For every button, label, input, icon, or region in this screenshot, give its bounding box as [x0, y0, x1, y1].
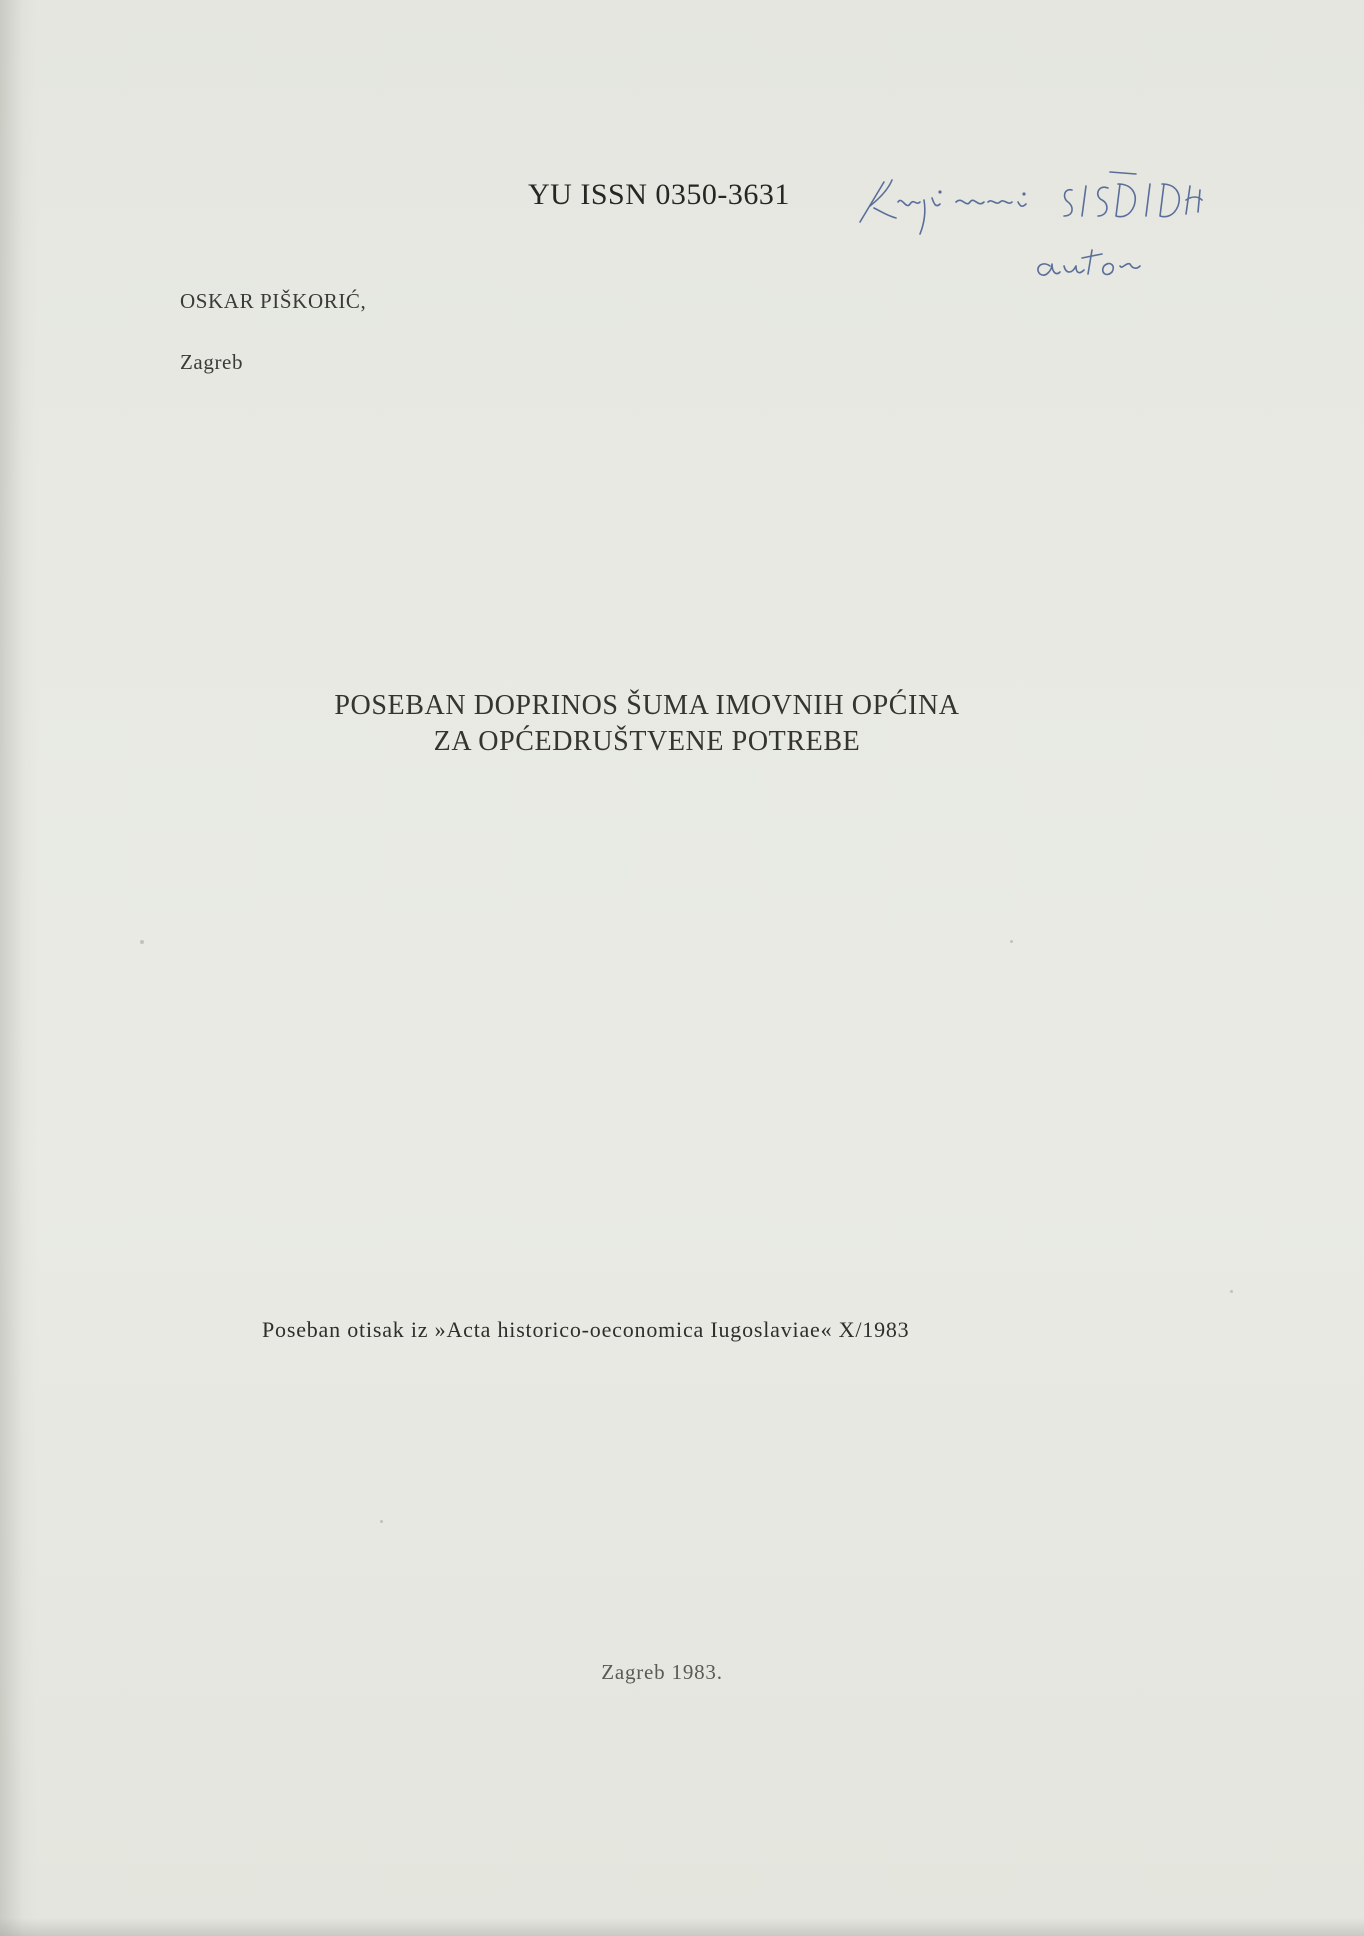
document-title-line-1: POSEBAN DOPRINOS ŠUMA IMOVNIH OPĆINA — [334, 690, 960, 721]
publication-imprint: Zagreb 1983. — [601, 1660, 723, 1684]
paper-speck — [1230, 1290, 1233, 1293]
paper-speck — [1010, 940, 1013, 943]
author-city: Zagreb — [180, 350, 244, 374]
issn-label: YU ISSN 0350-3631 — [528, 178, 790, 211]
handwritten-dedication — [840, 150, 1360, 290]
paper-speck — [140, 940, 144, 944]
paper-speck — [380, 1520, 383, 1523]
document-title-line-2: ZA OPĆEDRUŠTVENE POTREBE — [433, 726, 861, 757]
handwriting-drawing — [840, 150, 1360, 290]
offprint-note: Poseban otisak iz »Acta historico-oeconomica Iugoslaviae« X/1983 — [262, 1317, 910, 1342]
author-name: OSKAR PIŠKORIĆ, — [180, 289, 367, 313]
